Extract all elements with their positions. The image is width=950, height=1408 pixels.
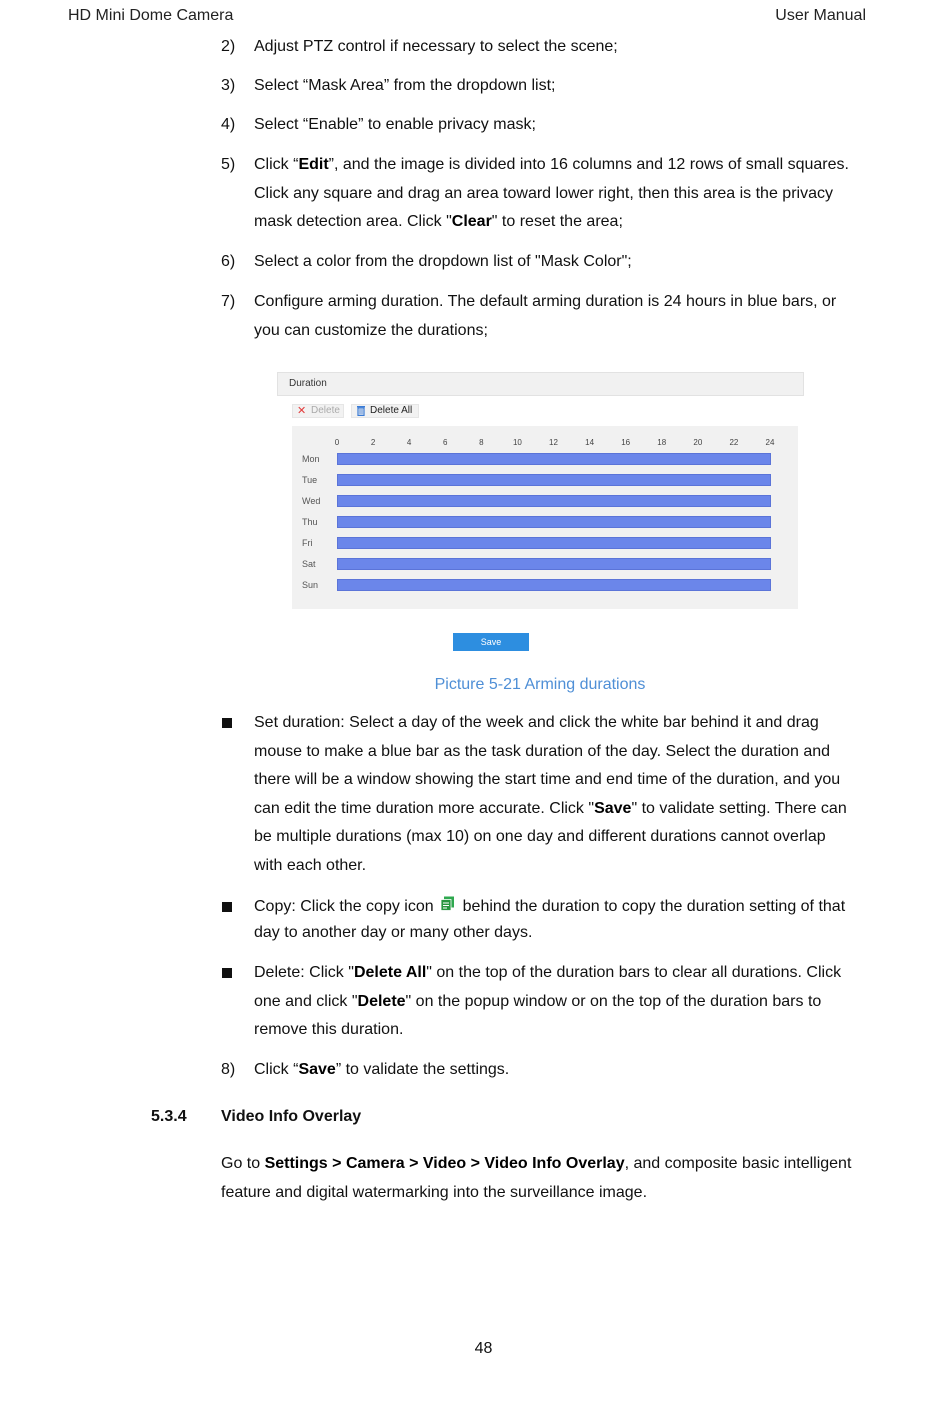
trash-icon (356, 405, 366, 419)
step-8-part: Click “ (254, 1061, 299, 1078)
set-line-part: " to validate setting. There can (631, 799, 847, 817)
step-6-number: 6) (221, 253, 236, 270)
day-label: Wed (302, 496, 321, 506)
overlay-keyword: Video Info Overlay (484, 1155, 625, 1172)
para-part: , and composite basic intelligent (624, 1155, 852, 1172)
delete-all-keyword: Delete All (353, 964, 427, 981)
day-label: Thu (302, 517, 318, 527)
step-4-number: 4) (221, 116, 236, 133)
bullet-marker (222, 718, 232, 728)
hour-tick-label: 20 (693, 438, 703, 447)
set-line: Set duration: Select a day of the week and click the white bar behind it and drag (254, 714, 819, 731)
step-5-number: 5) (221, 156, 236, 173)
save-keyword: Save (594, 799, 632, 817)
step-8-number: 8) (221, 1061, 236, 1078)
delete-all-button-label: Delete All (370, 405, 413, 416)
bullet-set-duration (254, 709, 874, 880)
hour-tick-label: 8 (479, 438, 484, 447)
duration-bar[interactable] (337, 579, 771, 591)
step-6-text: Select a color from the dropdown list of "Mask Color"; (254, 253, 632, 270)
step-5-part: ”, and the image is divided into 16 columns and 12 rows of small squares. (328, 156, 849, 173)
close-icon: ✕ (297, 405, 307, 417)
hour-tick-label: 18 (657, 438, 667, 447)
copy-icon (440, 893, 455, 908)
save-button[interactable]: Save (453, 633, 529, 651)
copy-line-part: Copy: Click the copy icon (254, 898, 434, 915)
duration-panel-header (277, 372, 804, 396)
step-3-number: 3) (221, 77, 236, 94)
set-line-part: can edit the time duration more accurate. Click " (254, 799, 595, 817)
step-8-part: ” to validate the settings. (335, 1061, 510, 1078)
path-separator: > (327, 1155, 346, 1172)
duration-panel-title: Duration (289, 378, 327, 389)
day-label: Tue (302, 475, 318, 485)
page-number: 48 (474, 1340, 493, 1357)
copy-line: day to another day or many other days. (254, 923, 533, 941)
hour-tick-label: 4 (406, 438, 412, 447)
section-title: Video Info Overlay (221, 1108, 362, 1125)
path-separator: > (404, 1155, 423, 1172)
figure-caption: Picture 5-21 Arming durations (434, 676, 646, 693)
save-keyword: Save (298, 1061, 336, 1078)
bullet-marker (222, 902, 232, 912)
day-label: Fri (302, 538, 313, 548)
set-line: mouse to make a blue bar as the task duration of the day. Select the duration and (254, 742, 831, 760)
section-number: 5.3.4 (151, 1108, 187, 1125)
duration-bar[interactable] (337, 474, 771, 486)
hour-tick-label: 24 (765, 438, 775, 447)
delete-button-label: Delete (311, 405, 340, 416)
copy-line-part: behind the duration to copy the duration setting of that (462, 898, 846, 915)
delete-line-part: " on the popup window or on the top of the duration bars to (405, 992, 822, 1010)
step-5-line2: Click any square and drag an area toward lower right, then this area is the privacy (254, 184, 833, 202)
para-line: feature and digital watermarking into the surveillance image. (221, 1183, 648, 1201)
day-label: Sun (302, 580, 319, 590)
section-paragraph (221, 1150, 871, 1207)
hour-tick-label: 22 (729, 438, 739, 447)
day-label: Mon (302, 454, 320, 464)
step-8-text (254, 1056, 874, 1085)
delete-line: remove this duration. (254, 1021, 404, 1038)
delete-line-part: " on the top of the duration bars to clear all durations. Click (426, 964, 842, 981)
step-3-text: Select “Mask Area” from the dropdown list; (254, 77, 556, 94)
camera-keyword: Camera (345, 1155, 405, 1172)
set-line: there will be a window showing the start time and end time of the duration, and you (254, 771, 841, 788)
hour-tick-label: 6 (443, 438, 448, 447)
hour-tick-label: 2 (370, 438, 376, 447)
step-5-part: Click “ (254, 156, 299, 173)
delete-button[interactable] (292, 404, 344, 418)
duration-bar[interactable] (337, 558, 771, 570)
settings-keyword: Settings (264, 1155, 328, 1172)
set-line: with each other. (254, 856, 367, 874)
day-label: Sat (302, 559, 316, 569)
header-manual-label: User Manual (775, 7, 866, 24)
delete-line-part: one and click " (254, 992, 358, 1010)
clear-keyword: Clear (451, 213, 492, 230)
step-2-number: 2) (221, 38, 236, 55)
duration-bar[interactable] (337, 453, 771, 465)
duration-bar[interactable] (337, 495, 771, 507)
step-5-text (254, 151, 874, 237)
step-5-part: mask detection area. Click " (254, 213, 452, 230)
hour-tick-label: 0 (334, 438, 340, 447)
bullet-copy (254, 893, 874, 947)
bullet-delete (254, 959, 874, 1045)
step-7-line1: Configure arming duration. The default arming duration is 24 hours in blue bars, or (254, 293, 837, 310)
bullet-marker (222, 968, 232, 978)
hour-tick-label: 10 (512, 438, 522, 447)
header-doc-title: HD Mini Dome Camera (68, 7, 234, 24)
hour-tick-label: 16 (621, 438, 631, 447)
edit-keyword: Edit (298, 156, 329, 173)
step-7-number: 7) (221, 293, 236, 310)
duration-bar[interactable] (337, 537, 771, 549)
para-part: Go to (221, 1155, 265, 1172)
delete-all-button[interactable] (351, 404, 419, 418)
hour-tick-label: 14 (585, 438, 595, 447)
path-separator: > (466, 1155, 485, 1172)
delete-keyword: Delete (357, 992, 406, 1010)
delete-line-part: Delete: Click " (254, 964, 354, 981)
step-4-text: Select “Enable” to enable privacy mask; (254, 116, 536, 133)
duration-bar[interactable] (337, 516, 771, 528)
hour-tick-label: 12 (549, 438, 558, 447)
video-keyword: Video (422, 1155, 467, 1172)
step-2-text: Adjust PTZ control if necessary to select the scene; (254, 38, 618, 55)
step-7-text (254, 288, 874, 345)
set-line: be multiple durations (max 10) on one day and different durations cannot overlap (254, 828, 826, 845)
step-5-part: " to reset the area; (491, 213, 623, 230)
step-7-line2: you can customize the durations; (254, 321, 488, 339)
